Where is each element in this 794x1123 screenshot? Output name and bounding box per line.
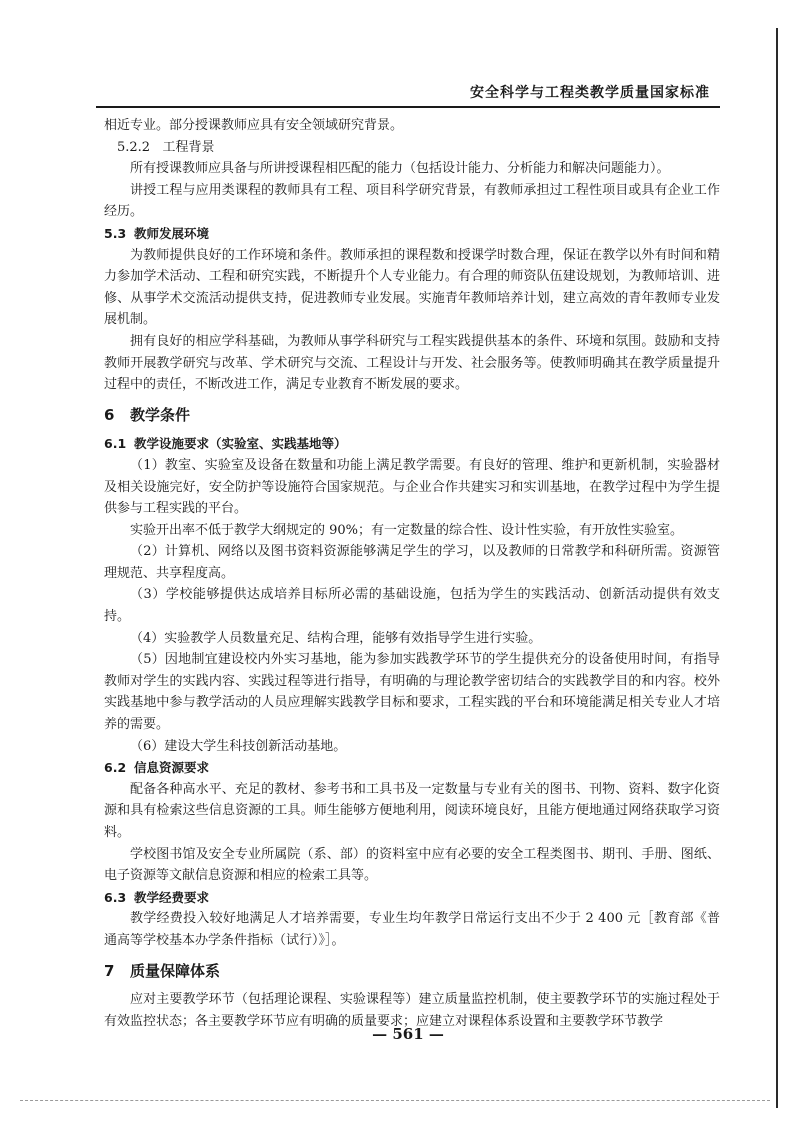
paragraph: 教学经费投入较好地满足人才培养需要，专业生均年教学日常运行支出不少于 2 400 元［教育部《普通高等学校基本办学条件指标（试行）》］。 — [104, 911, 720, 948]
list-item: （6）建设大学生科技创新活动基地。 — [130, 738, 347, 754]
paragraph: 实验开出率不低于教学大纲规定的 90%；有一定数量的综合性、设计性实验，有开放性实验室。 — [130, 522, 684, 538]
heading-title: 信息资源要求 — [134, 760, 210, 776]
heading-7 — [104, 961, 720, 983]
heading-title: 教学设施要求（实验室、实践基地等） — [134, 436, 347, 452]
scan-bottom-edge — [20, 1100, 770, 1102]
heading-5-2-2 — [104, 137, 720, 159]
heading-5-3 — [104, 223, 720, 245]
page-number: — 561 — — [372, 1025, 444, 1043]
heading-number: 6.3 — [104, 889, 127, 905]
paragraph: 拥有良好的相应学科基础，为教师从事学科研究与工程实践提供基本的条件、环境和氛围。鼓励和支持教师开展教学研究与改革、学术研究与交流、工程设计与开发、社会服务等。使教师明确其在教学质量提升过程中的责任，不断改进工作，满足专业教育不断发展的要求。 — [104, 333, 720, 393]
list-item: （1）教室、实验室及设备在数量和功能上满足教学需要。有良好的管理、维护和更新机制，实验器材及相关设施完好，安全防护等设施符合国家规范。与企业合作共建实习和实训基地，在教学过程中为学生提供参与工程实践的平台。 — [104, 457, 720, 517]
paragraph: 应对主要教学环节（包括理论课程、实验课程等）建立质量监控机制，使主要教学环节的实施过程处于有效监控状态；各主要教学环节应有明确的质量要求；应建立对课程体系设置和主要教学环节教学 — [104, 992, 720, 1029]
heading-6 — [104, 405, 720, 427]
paragraph: 学校图书馆及安全专业所属院（系、部）的资料室中应有必要的安全工程类图书、期刊、手册、图纸、电子资源等文献信息资源和相应的检索工具等。 — [104, 846, 720, 884]
running-header: 安全科学与工程类教学质量国家标准 — [470, 85, 710, 101]
heading-title: 教师发展环境 — [134, 225, 210, 241]
paragraph: 为教师提供良好的工作环境和条件。教师承担的课程数和授课学时数合理，保证在教学以外有时间和精力参加学术活动、工程和研究实践，不断提升个人专业能力。有合理的师资队伍建设规划，为教师培训、进修、从事学术交流活动提供支持，促进教师专业发展。实施青年教师培养计划，建立高效的青年教师专业发展机制。 — [104, 247, 720, 328]
paragraph-continued: 相近专业。部分授课教师应具有安全领域研究背景。 — [104, 118, 404, 133]
heading-number: 6.1 — [104, 436, 127, 452]
list-item: （2）计算机、网络以及图书资料资源能够满足学生的学习，以及教师的日常教学和科研所需。资源管理规范、共享程度高。 — [104, 544, 720, 581]
heading-title: 教学条件 — [130, 405, 191, 424]
page-body — [104, 115, 720, 1032]
heading-number: 5.2.2 — [117, 139, 151, 155]
heading-title: 工程背景 — [162, 139, 215, 155]
paragraph: 配备各种高水平、充足的教材、参考书和工具书及一定数量与专业有关的图书、刊物、资料、数字化资源和具有检索这些信息资源的工具。师生能够方便地利用，阅读环境良好，且能方便地通过网络获取学习资料。 — [104, 781, 720, 840]
heading-number: 6.2 — [104, 760, 127, 776]
paragraph: 讲授工程与应用类课程的教师具有工程、项目科学研究背景，有教师承担过工程性项目或具有企业工作经历。 — [104, 182, 720, 220]
header-rule — [96, 106, 720, 108]
list-item: （4）实验教学人员数量充足、结构合理，能够有效指导学生进行实验。 — [130, 630, 542, 646]
heading-number: 6 — [104, 405, 115, 424]
page-edge-rule — [776, 28, 778, 1108]
list-item: （5）因地制宜建设校内外实习基地，能为参加实践教学环节的学生提供充分的设备使用时间，有指导教师对学生的实践内容、实践过程等进行指导，有明确的与理论教学密切结合的实践教学目的和内容。校外实践基地中参与教学活动的人员应理解实践教学目标和要求，工程实践的平台和环境能满足相关专业人才培养的需要。 — [104, 652, 720, 733]
heading-6-3 — [104, 887, 720, 909]
heading-number: 5.3 — [104, 225, 127, 241]
paragraph: 所有授课教师应具备与所讲授课程相匹配的能力（包括设计能力、分析能力和解决问题能力）。 — [130, 161, 670, 177]
heading-title: 质量保障体系 — [130, 961, 221, 980]
heading-number: 7 — [104, 961, 115, 980]
heading-6-1 — [104, 433, 720, 455]
heading-title: 教学经费要求 — [134, 889, 210, 905]
heading-6-2 — [104, 757, 720, 779]
list-item: （3）学校能够提供达成培养目标所必需的基础设施，包括为学生的实践活动、创新活动提供有效支持。 — [104, 587, 720, 625]
